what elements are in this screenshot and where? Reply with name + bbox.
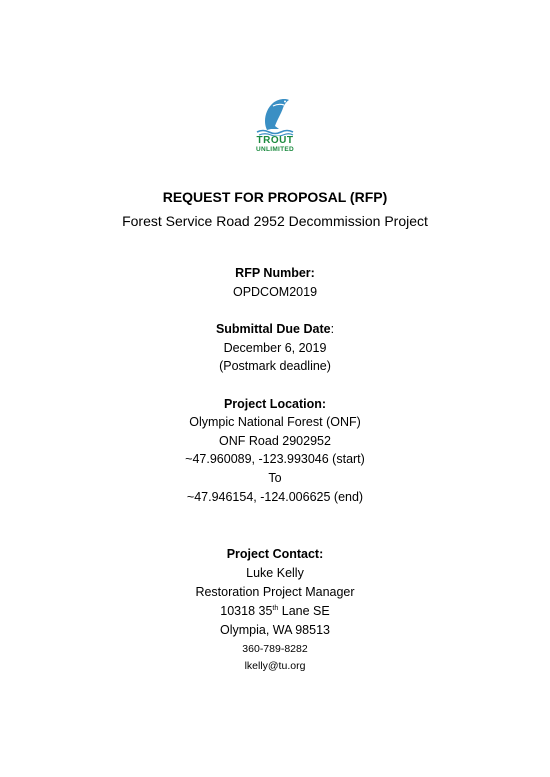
contact-street-number: 10318 35 xyxy=(220,604,273,618)
trout-unlimited-logo xyxy=(244,96,306,154)
due-date-value: December 6, 2019 xyxy=(223,341,327,355)
location-road: ONF Road 2902952 xyxy=(219,434,331,448)
contact-street-name: Lane SE xyxy=(278,604,330,618)
trout-fish-icon xyxy=(253,96,297,136)
due-date-label: Submittal Due Date xyxy=(215,322,331,336)
location-to: To xyxy=(268,471,282,485)
contact-role: Restoration Project Manager xyxy=(195,585,355,599)
location-forest: Olympic National Forest (ONF) xyxy=(189,415,361,429)
contact-email-link[interactable]: lkelly@tu.org xyxy=(244,660,306,672)
document-title: REQUEST FOR PROPOSAL (RFP) xyxy=(162,189,388,205)
contact-label: Project Contact: xyxy=(226,547,324,561)
contact-phone: 360-789-8282 xyxy=(242,643,308,655)
due-date-note: (Postmark deadline) xyxy=(219,359,331,373)
document-subtitle: Forest Service Road 2952 Decommission Project xyxy=(122,213,428,229)
location-end: ~47.946154, -124.006625 (end) xyxy=(186,490,364,504)
location-label: Project Location: xyxy=(223,397,327,411)
contact-street-suffix: th xyxy=(272,605,279,612)
location-start: ~47.960089, -123.993046 (start) xyxy=(185,452,365,466)
logo-text-unlimited: UNLIMITED xyxy=(255,146,295,153)
due-date-colon: : xyxy=(330,322,335,336)
rfp-number-label: RFP Number: xyxy=(235,266,315,280)
due-date-heading xyxy=(0,321,550,337)
rfp-number-value: OPDCOM2019 xyxy=(232,285,318,299)
contact-street xyxy=(0,603,550,619)
logo-text-trout: TROUT xyxy=(256,135,294,146)
contact-name: Luke Kelly xyxy=(246,566,304,580)
contact-city: Olympia, WA 98513 xyxy=(219,623,330,637)
